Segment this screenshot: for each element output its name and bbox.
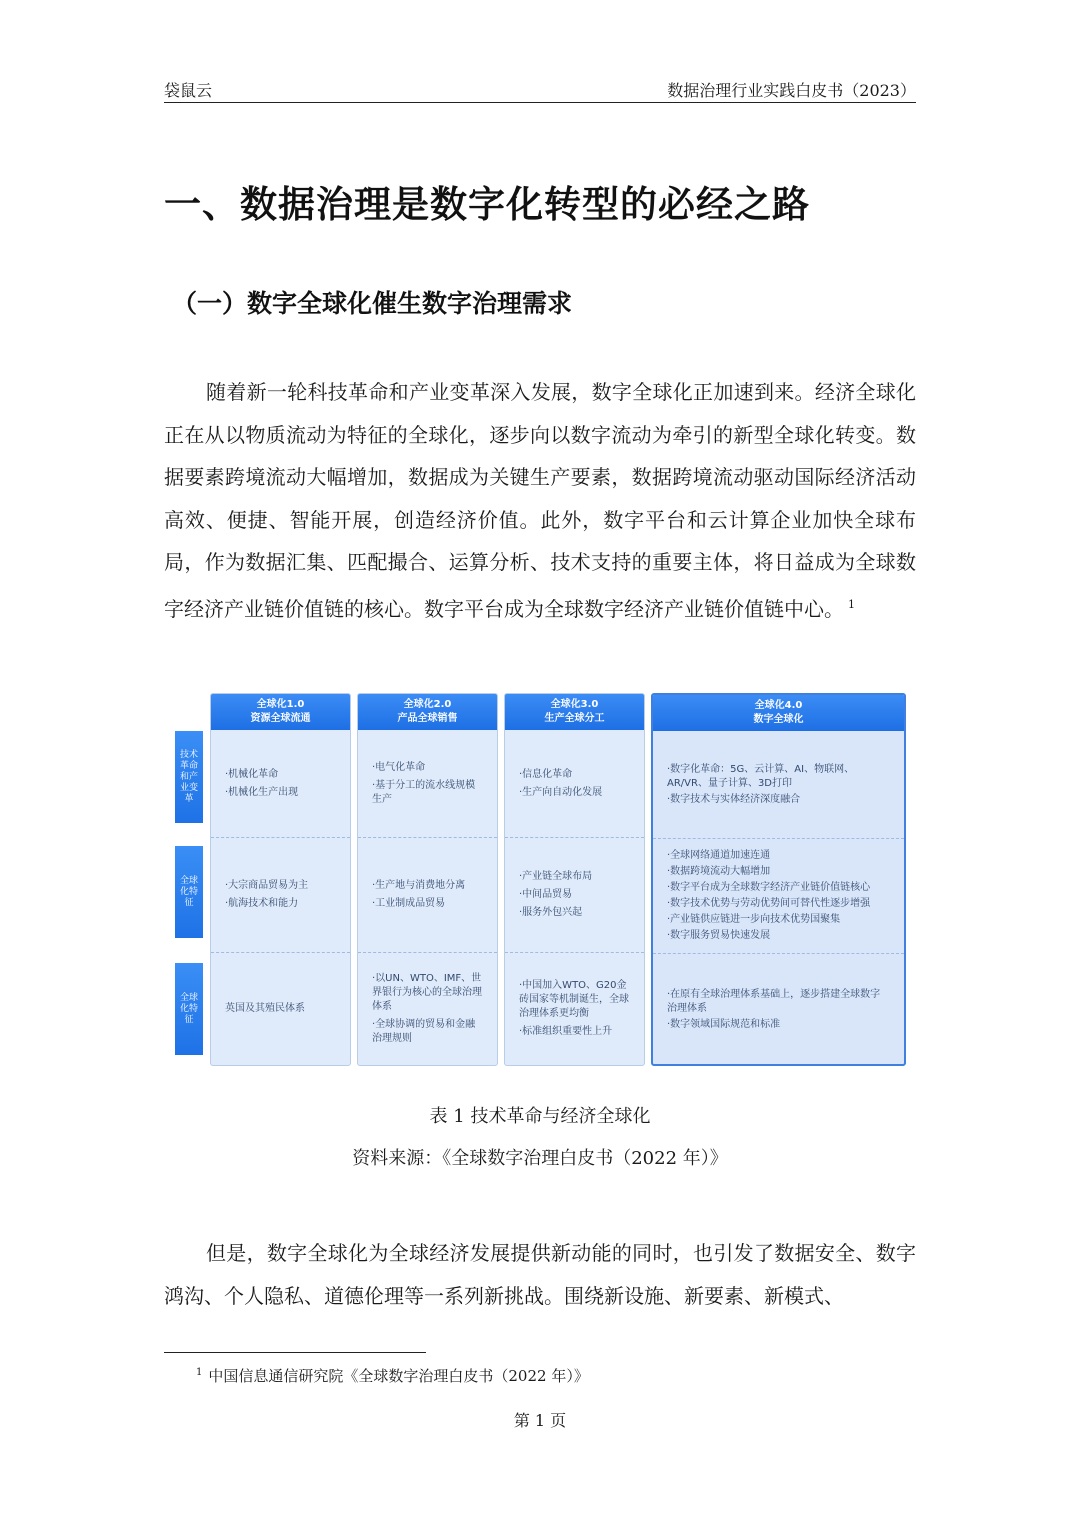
globalization-figure (175, 693, 906, 1067)
cell (211, 837, 350, 952)
row-label-features: 全球化特征 (175, 846, 203, 938)
column-globalization-1 (210, 693, 351, 1066)
column-subtitle: 数字全球化 (753, 714, 804, 725)
cell-item: ·服务外包兴起 (519, 907, 583, 918)
cell-item: ·数字化革命：5G、云计算、AI、物联网、AR/VR、量子计算、3D打印 (667, 763, 855, 789)
row-label-governance: 全球化特征 (175, 963, 203, 1055)
figure-caption: 表 1 技术革命与经济全球化 (429, 1106, 651, 1127)
footnote-rule (164, 1352, 426, 1353)
column-globalization-2 (357, 693, 498, 1066)
section-heading: （一）数字全球化催生数字治理需求 (172, 289, 573, 318)
cell (358, 952, 497, 1065)
column-subtitle: 资源全球流通 (250, 713, 311, 724)
cell-item: ·航海技术和能力 (225, 898, 299, 909)
cell-item: ·电气化革命 (372, 761, 426, 773)
cell-item: ·工业制成品贸易 (372, 898, 446, 909)
cell-item: ·标准组织重要性上升 (519, 1026, 613, 1037)
column-header (358, 694, 497, 730)
cell (653, 731, 904, 838)
page-number: 第 1 页 (513, 1411, 567, 1430)
cell-item: ·中国加入WTO、G20金砖国家等机制诞生，全球治理体系更均衡 (519, 980, 629, 1019)
body-paragraph-2: 但是，数字全球化为全球经济发展提供新动能的同时，也引发了数据安全、数字鸿沟、个人隐私、道德伦理等一系列新挑战。围绕新设施、新要素、新模式、 (164, 1241, 916, 1308)
cell (653, 838, 904, 953)
cell-item: ·信息化革命 (519, 768, 573, 780)
header-left: 袋鼠云 (164, 81, 213, 100)
body-paragraph-1 (164, 371, 916, 630)
column-header (653, 695, 904, 731)
cell-item: ·生产向自动化发展 (519, 786, 603, 798)
cell-item: ·数字技术与实体经济深度融合 (667, 793, 801, 805)
cell-item: ·机械化革命 (225, 768, 279, 780)
cell-item: ·数字平台成为全球数字经济产业链价值链核心 (667, 882, 871, 893)
cell-item: ·产业链供应链进一步向技术优势国聚集 (667, 914, 841, 925)
column-header (211, 694, 350, 730)
cell (358, 837, 497, 952)
header-rule (164, 102, 916, 103)
page-title: 一、数据治理是数字化转型的必经之路 (164, 183, 810, 226)
cell-item: 英国及其殖民体系 (225, 1003, 305, 1014)
paragraph-text: 随着新一轮科技革命和产业变革深入发展，数字全球化正加速到来。经济全球化正在从以物质流动为特征的全球化，逐步向以数字流动为牵引的新型全球化转变。数据要素跨境流动大幅增加，数据成为关键生产要素，数据跨境流动驱动国际经济活动高效、便捷、智能开展，创造经济价值。此外，数字平台和云计算企业加快全球布局，作为数据汇集、匹配撮合、运算分析、技术支持的重要主体，将日益成为全球数字经济产业链价值链的核心。数字平台成为全球数字经济产业链价值链中心。 (164, 380, 916, 621)
column-globalization-3 (504, 693, 645, 1066)
cell-item: ·机械化生产出现 (225, 786, 299, 798)
column-title: 全球化1.0 (256, 699, 305, 710)
column-subtitle: 产品全球销售 (397, 713, 458, 724)
footnote-marker: 1 (196, 1367, 203, 1378)
cell-item: ·全球网络通道加速连通 (667, 850, 771, 861)
cell-item: ·生产地与消费地分离 (372, 880, 466, 891)
footnote-text: 中国信息通信研究院《全球数字治理白皮书（2022 年）》 (208, 1367, 589, 1385)
cell (653, 953, 904, 1066)
cell-item: ·在原有全球治理体系基础上，逐步搭建全球数字治理体系 (667, 989, 881, 1014)
cell (211, 952, 350, 1065)
column-title: 全球化4.0 (754, 700, 803, 711)
cell (505, 837, 644, 952)
figure-source: 资料来源：《全球数字治理白皮书（2022 年）》 (352, 1148, 728, 1169)
cell-item: ·基于分工的流水线规模生产 (372, 779, 476, 805)
column-title: 全球化3.0 (550, 699, 599, 710)
footnote (196, 1365, 589, 1386)
cell-item: ·产业链全球布局 (519, 871, 593, 882)
column-subtitle: 生产全球分工 (544, 713, 605, 724)
cell-item: ·数字领域国际规范和标准 (667, 1019, 781, 1030)
header-right: 数据治理行业实践白皮书（2023） (667, 81, 916, 100)
column-globalization-4 (651, 693, 906, 1066)
footnote-ref[interactable]: 1 (848, 597, 855, 611)
cell-item: ·大宗商品贸易为主 (225, 880, 309, 891)
column-title: 全球化2.0 (403, 699, 452, 710)
cell-item: ·数据跨境流动大幅增加 (667, 866, 771, 877)
cell (505, 730, 644, 837)
row-label-tech: 技术革命和产业变革 (175, 731, 203, 823)
cell-item: ·数字服务贸易快速发展 (667, 930, 771, 941)
column-header (505, 694, 644, 730)
cell (505, 952, 644, 1065)
cell-item: ·中间品贸易 (519, 889, 573, 900)
cell-item: ·以UN、WTO、IMF、世界银行为核心的全球治理体系 (372, 973, 482, 1012)
cell (211, 730, 350, 837)
cell-item: ·全球协调的贸易和金融治理规则 (372, 1019, 476, 1044)
cell-item: ·数字技术优势与劳动优势间可替代性逐步增强 (667, 898, 871, 909)
cell (358, 730, 497, 837)
